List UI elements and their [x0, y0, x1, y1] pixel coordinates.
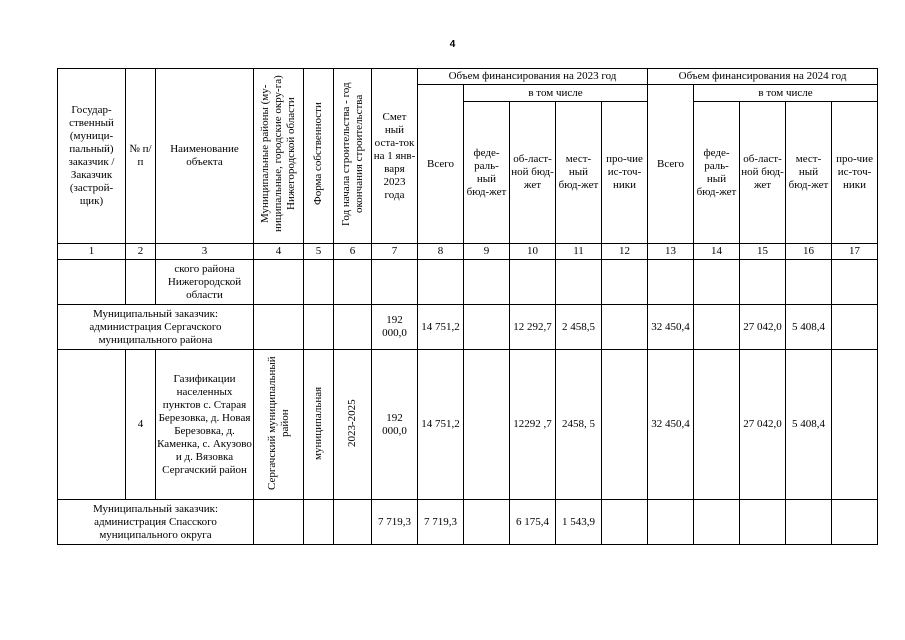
column-number: 15 — [740, 244, 786, 260]
table-row-customer-summary — [58, 305, 878, 350]
total-2024-value — [648, 500, 694, 545]
federal-2023-value — [464, 350, 510, 500]
header-other-2024: про-чие ис-точ-ники — [832, 102, 878, 244]
empty-cell — [334, 305, 372, 350]
empty-cell — [58, 350, 126, 500]
column-number: 10 — [510, 244, 556, 260]
regional-2023-value: 12292 ,7 — [510, 350, 556, 500]
column-number: 12 — [602, 244, 648, 260]
object-district-text: Сергачский муниципальный район — [265, 355, 291, 490]
empty-cell — [304, 260, 334, 305]
column-number: 16 — [786, 244, 832, 260]
federal-2024-value — [694, 305, 740, 350]
regional-2024-value — [740, 500, 786, 545]
total-2024-value: 32 450,4 — [648, 305, 694, 350]
object-ownership — [304, 350, 334, 500]
total-2023-value: 14 751,2 — [418, 305, 464, 350]
object-years-text: 2023-2025 — [346, 398, 358, 447]
regional-2023-value: 6 175,4 — [510, 500, 556, 545]
empty-cell — [58, 260, 126, 305]
total-2024-value: 32 450,4 — [648, 350, 694, 500]
empty-cell — [126, 260, 156, 305]
object-name-continuation: ского района Нижегородской области — [156, 260, 254, 305]
column-number: 14 — [694, 244, 740, 260]
object-ownership-text: муниципальная — [312, 385, 324, 460]
header-total-2023: Всего — [418, 85, 464, 244]
empty-cell — [648, 260, 694, 305]
column-number: 7 — [372, 244, 418, 260]
column-number: 8 — [418, 244, 464, 260]
column-number: 3 — [156, 244, 254, 260]
object-number: 4 — [126, 350, 156, 500]
local-2023-value: 2458, 5 — [556, 350, 602, 500]
empty-cell — [254, 500, 304, 545]
header-districts-text: Муниципальные районы (му-ниципальные, городские окру-га) Нижегородской области — [259, 75, 297, 233]
column-number: 1 — [58, 244, 126, 260]
object-years — [334, 350, 372, 500]
header-other-2023: про-чие ис-точ-ники — [602, 102, 648, 244]
header-total-2024: Всего — [648, 85, 694, 244]
empty-cell — [304, 305, 334, 350]
empty-cell — [254, 260, 304, 305]
federal-2024-value — [694, 350, 740, 500]
local-2024-value: 5 408,4 — [786, 305, 832, 350]
estimate-value: 7 719,3 — [372, 500, 418, 545]
header-including-2023: в том числе — [464, 85, 648, 102]
regional-2024-value: 27 042,0 — [740, 305, 786, 350]
header-years — [334, 69, 372, 244]
column-number: 2 — [126, 244, 156, 260]
column-numbers-row — [58, 244, 878, 260]
local-2023-value: 2 458,5 — [556, 305, 602, 350]
header-ownership — [304, 69, 334, 244]
empty-cell — [254, 305, 304, 350]
other-2023-value — [602, 305, 648, 350]
header-number: № п/п — [126, 69, 156, 244]
total-2023-value: 14 751,2 — [418, 350, 464, 500]
other-2024-value — [832, 350, 878, 500]
table-row-customer-summary — [58, 500, 878, 545]
column-number: 17 — [832, 244, 878, 260]
other-2023-value — [602, 350, 648, 500]
column-number: 13 — [648, 244, 694, 260]
regional-2024-value: 27 042,0 — [740, 350, 786, 500]
object-district — [254, 350, 304, 500]
header-districts — [254, 69, 304, 244]
header-fin-2024: Объем финансирования на 2024 год — [648, 69, 878, 85]
header-object-name: Наименование объекта — [156, 69, 254, 244]
table-row-continuation — [58, 260, 878, 305]
regional-2023-value: 12 292,7 — [510, 305, 556, 350]
local-2023-value: 1 543,9 — [556, 500, 602, 545]
column-number: 9 — [464, 244, 510, 260]
page-number: 4 — [449, 39, 456, 50]
empty-cell — [334, 260, 372, 305]
federal-2023-value — [464, 500, 510, 545]
column-number: 6 — [334, 244, 372, 260]
header-federal-2024: феде-раль-ный бюд-жет — [694, 102, 740, 244]
estimate-value: 192 000,0 — [372, 305, 418, 350]
empty-cell — [304, 500, 334, 545]
empty-cell — [418, 260, 464, 305]
customer-name: Муниципальный заказчик: администрация Спасского муниципального округа — [58, 500, 254, 545]
financing-table — [57, 68, 878, 545]
other-2024-value — [832, 305, 878, 350]
total-2023-value: 7 719,3 — [418, 500, 464, 545]
header-customer: Государ-ственный (муници-пальный) заказчик / Заказчик (застрой-щик) — [58, 69, 126, 244]
column-number: 4 — [254, 244, 304, 260]
empty-cell — [740, 260, 786, 305]
customer-name: Муниципальный заказчик: администрация Сергачского муниципального района — [58, 305, 254, 350]
header-federal-2023: феде-раль-ный бюд-жет — [464, 102, 510, 244]
header-local-2023: мест-ный бюд-жет — [556, 102, 602, 244]
header-regional-2024: об-ласт-ной бюд-жет — [740, 102, 786, 244]
header-estimate: Смет ный оста-ток на 1 янв-варя 2023 года — [372, 69, 418, 244]
estimate-value: 192 000,0 — [372, 350, 418, 500]
empty-cell — [602, 260, 648, 305]
empty-cell — [786, 260, 832, 305]
other-2023-value — [602, 500, 648, 545]
empty-cell — [372, 260, 418, 305]
empty-cell — [694, 260, 740, 305]
table-row-object — [58, 350, 878, 500]
local-2024-value: 5 408,4 — [786, 350, 832, 500]
other-2024-value — [832, 500, 878, 545]
local-2024-value — [786, 500, 832, 545]
column-number: 5 — [304, 244, 334, 260]
federal-2023-value — [464, 305, 510, 350]
object-name: Газификации населенных пунктов с. Старая Березовка, д. Новая Березовка, д. Каменка, с. Акузово и д. Вязовка Сергачский район — [156, 350, 254, 500]
header-regional-2023: об-ласт-ной бюд-жет — [510, 102, 556, 244]
header-row-1 — [58, 69, 878, 85]
header-fin-2023: Объем финансирования на 2023 год — [418, 69, 648, 85]
header-including-2024: в том числе — [694, 85, 878, 102]
column-number: 11 — [556, 244, 602, 260]
empty-cell — [510, 260, 556, 305]
empty-cell — [334, 500, 372, 545]
header-years-text: Год начала строительства - год окончания строительства — [339, 82, 365, 226]
empty-cell — [556, 260, 602, 305]
empty-cell — [464, 260, 510, 305]
header-ownership-text: Форма собственности — [312, 102, 324, 206]
federal-2024-value — [694, 500, 740, 545]
empty-cell — [832, 260, 878, 305]
header-local-2024: мест-ный бюд-жет — [786, 102, 832, 244]
